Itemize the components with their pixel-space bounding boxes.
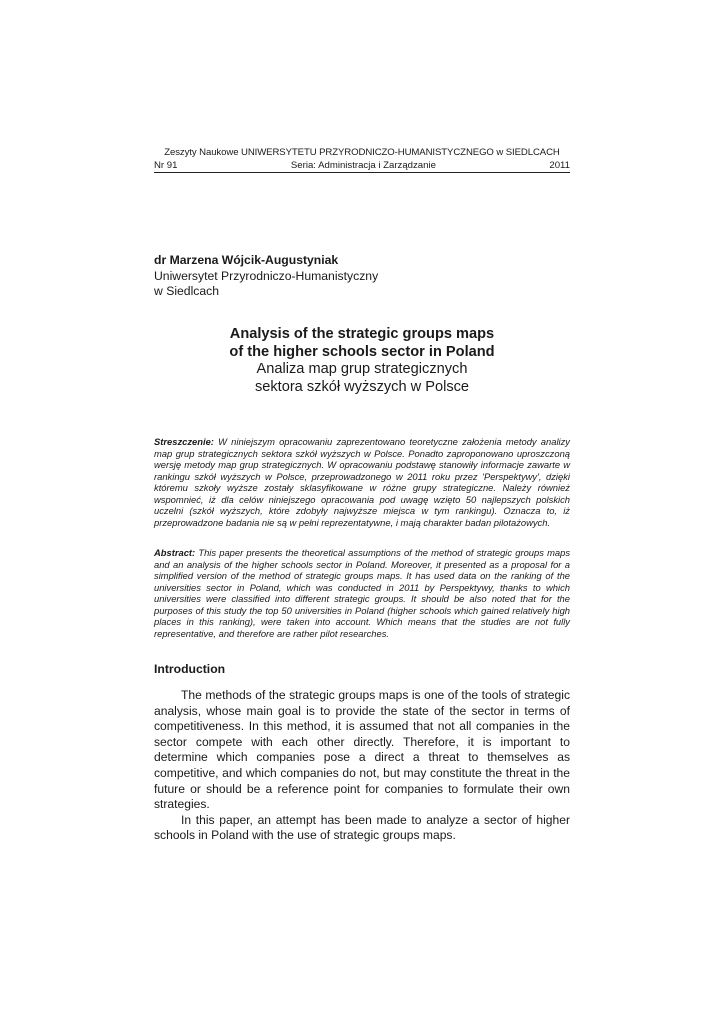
author-block (154, 253, 378, 300)
header-rule (154, 172, 570, 173)
title-en-line2: of the higher schools sector in Poland (229, 343, 495, 360)
abstract-label: Abstract: (154, 547, 196, 558)
series-name: Seria: Administracja i Zarządzanie (290, 160, 436, 171)
running-header (154, 147, 570, 173)
header-row (154, 160, 570, 171)
abstract-polish (154, 436, 570, 528)
streszczenie-text: W niniejszym opracowaniu zaprezentowano teoretyczne założenia metody analizy map grup strategicznych sektora szkół wyższych w Polsce. Ponadto zaproponowano uproszczoną wersję metody map grup strategicznych. W opracowaniu podstawę stanowiły informacje zawarte w rankingu szkół wyższych w Polsce, przeprowadzonego w 2011 roku przez 'Perspektywy', dzięki któremu szkoły wyższe zostały sklasyfikowane w różne grupy strategiczne. Należy również wspomnieć, iż dla celów niniejszego opracowania pod uwagę wzięto 50 najlepszych polskich uczelni (szkół wyższych, które zdobyły najwyższe miejsca w tym rankingu). Oznacza to, iż przeprowadzone badania nie są w pełni reprezentatywne, i mają charakter badan pilotażowych. (154, 436, 570, 528)
author-name: dr Marzena Wójcik-Augustyniak (154, 253, 339, 267)
introduction-heading: Introduction (154, 662, 226, 676)
intro-paragraph-1: The methods of the strategic groups maps is one of the tools of strategic analysis, whose main goal is to provide the state of the sector in terms of competitiveness. In this method, it is assumed that not all companies in the sector compete with each other directly. Therefore, it is important to determine which companies pose a direct a threat to themselves as competitive, and which companies do not, but may constitute the threat in the future or should be a reference point for companies to formulate their own strategies. (154, 688, 570, 812)
intro-paragraph-2: In this paper, an attempt has been made to analyze a sector of higher schools in Poland with the use of strategic groups maps. (154, 812, 570, 843)
journal-name: Zeszyty Naukowe UNIWERSYTETU PRZYRODNICZO-HUMANISTYCZNEGO w SIEDLCACH (164, 147, 560, 158)
title-pl-line1: Analiza map grup strategicznych (256, 361, 468, 377)
abstract-english (154, 547, 570, 639)
author-affiliation: Uniwersytet Przyrodniczo-Humanistyczny (154, 268, 379, 283)
title-pl-line2: sektora szkół wyższych w Polsce (254, 378, 470, 395)
introduction-body (154, 688, 570, 844)
title-en-line1: Analysis of the strategic groups maps (229, 326, 495, 342)
publication-year: 2011 (549, 160, 570, 171)
title-block (154, 326, 570, 396)
streszczenie-label: Streszczenie: (154, 436, 214, 447)
abstract-text: This paper presents the theoretical assumptions of the method of strategic groups maps and an analysis of the higher schools sector in Poland. Moreover, it presented as a proposal for a simplified version of the method of strategic groups maps. It has used data on the ranking of the universities sector in Poland, which was conducted in 2011 by Perspektywy, thanks to which universities were classified into different strategic groups. It should be also noted that for the purposes of this study the top 50 universities in Poland (higher schools which gained relatively high places in this ranking), were taken into account. Which means that the studies are not fully representative, and therefore are rather pilot researches. (154, 547, 571, 639)
author-city: w Siedlcach (154, 284, 220, 298)
issue-number: Nr 91 (154, 160, 178, 171)
